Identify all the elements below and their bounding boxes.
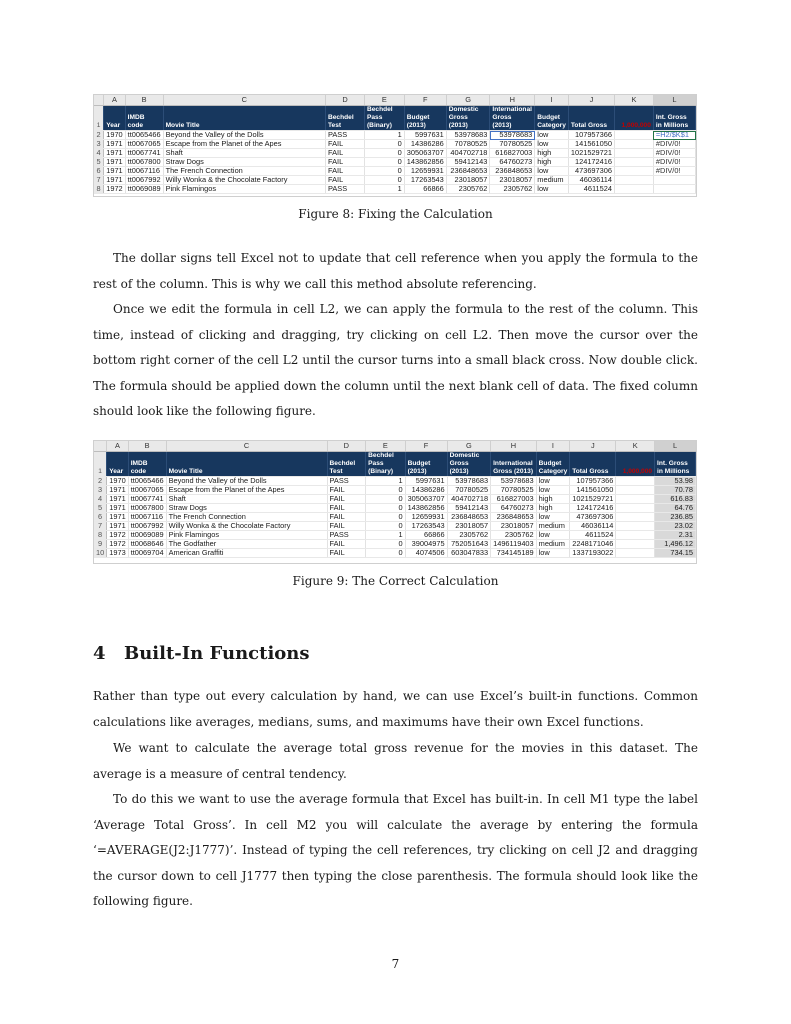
column-header-g[interactable]: G — [447, 441, 491, 452]
column-header-d[interactable]: D — [327, 441, 366, 452]
header-cell[interactable]: Movie Title — [166, 452, 327, 477]
table-cell[interactable]: Beyond the Valley of the Dolls — [166, 477, 327, 486]
table-cell[interactable]: tt0069089 — [128, 531, 166, 540]
table-cell[interactable]: tt0067800 — [128, 504, 166, 513]
column-header-l[interactable]: L — [653, 95, 695, 106]
paragraph-builtin-intro: Rather than type out every calculation by hand, we can use Excel’s built-in functions. Common calculations like averages, medians, sums, and maximums have their own Excel functions. — [93, 689, 698, 729]
row-number[interactable]: 2 — [94, 131, 104, 140]
table-cell[interactable]: 752051643 — [447, 540, 491, 549]
table-cell[interactable]: 404702718 — [446, 149, 490, 158]
table-cell[interactable]: PASS — [326, 131, 365, 140]
table-cell[interactable]: tt0069704 — [128, 549, 166, 558]
table-cell[interactable]: low — [536, 513, 570, 522]
header-cell[interactable]: Domestic Gross (2013) — [447, 452, 491, 477]
table-cell[interactable]: 473697306 — [568, 167, 614, 176]
header-cell[interactable]: Budget Category — [535, 106, 569, 131]
row-number[interactable]: 3 — [94, 140, 104, 149]
header-cell[interactable]: Domestic Gross (2013) — [446, 106, 490, 131]
column-header-a[interactable]: A — [104, 95, 125, 106]
table-cell[interactable]: low — [536, 549, 570, 558]
table-row — [94, 549, 696, 558]
table-row — [94, 131, 696, 140]
table-cell[interactable]: low — [535, 131, 569, 140]
table-cell[interactable]: #DIV/0! — [653, 149, 695, 158]
table-cell[interactable]: Straw Dogs — [166, 504, 327, 513]
table-cell[interactable] — [616, 477, 655, 486]
column-header-f[interactable]: F — [405, 441, 447, 452]
table-cell[interactable]: 12659931 — [404, 167, 446, 176]
table-cell[interactable]: FAIL — [327, 549, 366, 558]
table-cell[interactable]: FAIL — [326, 149, 365, 158]
header-cell[interactable]: IMDB code — [128, 452, 166, 477]
table-cell[interactable]: 59412143 — [447, 504, 491, 513]
table-cell[interactable]: 66866 — [404, 185, 446, 194]
table-cell[interactable]: 0 — [366, 540, 405, 549]
table-cell[interactable]: 236.85 — [655, 513, 696, 522]
table-cell[interactable]: 1973 — [107, 549, 128, 558]
table-cell[interactable]: 107957366 — [570, 477, 616, 486]
table-cell[interactable]: 2305762 — [491, 531, 537, 540]
paragraph-average-formula: To do this we want to use the average formula that Excel has built-in. In cell M1 type the label ‘Average Total Gross’. In cell M2 you will calculate the average by entering the formula ‘=AVERAGE(J2:J1777)’. Instead of typing the cell references, try clicking on cell J2 and dragging the cursor down to cell J1777 then typing the close parenthesis. The formula should look like the following figure. — [93, 792, 698, 908]
row-number[interactable]: 9 — [94, 540, 107, 549]
table-cell[interactable]: Willy Wonka & the Chocolate Factory — [163, 176, 325, 185]
select-all-corner[interactable] — [94, 441, 107, 452]
table-cell[interactable]: 64760273 — [491, 504, 537, 513]
table-cell[interactable]: 1 — [364, 185, 404, 194]
table-cell[interactable]: 1971 — [104, 158, 125, 167]
table-cell[interactable]: The French Connection — [163, 167, 325, 176]
table-cell[interactable]: 4611524 — [570, 531, 616, 540]
table-cell[interactable]: 236848653 — [491, 513, 537, 522]
table-cell[interactable]: 305063707 — [404, 149, 446, 158]
table-cell[interactable]: 53978683 — [491, 477, 537, 486]
table-row — [94, 486, 696, 495]
table-cell[interactable]: 141561050 — [568, 140, 614, 149]
header-cell[interactable]: International Gross (2013) — [490, 106, 535, 131]
column-header-l[interactable]: L — [655, 441, 696, 452]
header-cell[interactable]: IMDB code — [125, 106, 163, 131]
table-cell[interactable]: FAIL — [326, 140, 365, 149]
table-cell[interactable]: Beyond the Valley of the Dolls — [163, 131, 325, 140]
row-number[interactable]: 5 — [94, 504, 107, 513]
table-cell[interactable]: 2.31 — [655, 531, 696, 540]
header-cell[interactable]: Bechdel Test — [326, 106, 365, 131]
column-header-k[interactable]: K — [616, 441, 655, 452]
table-cell[interactable]: low — [536, 486, 570, 495]
table-cell[interactable]: #DIV/0! — [653, 167, 695, 176]
header-cell[interactable]: Budget Category — [536, 452, 570, 477]
table-cell[interactable]: low — [535, 140, 569, 149]
table-cell[interactable]: 2305762 — [490, 185, 535, 194]
table-cell[interactable]: high — [536, 504, 570, 513]
table-row — [94, 176, 696, 185]
column-header-a[interactable]: A — [107, 441, 128, 452]
table-cell[interactable]: 64.76 — [655, 504, 696, 513]
column-header-k[interactable]: K — [614, 95, 653, 106]
table-cell[interactable]: 17263543 — [405, 522, 447, 531]
table-cell[interactable]: Pink Flamingos — [166, 531, 327, 540]
table-cell[interactable]: 70780525 — [446, 140, 490, 149]
table-cell[interactable]: PASS — [326, 185, 365, 194]
row-number[interactable]: 8 — [94, 185, 104, 194]
table-cell[interactable]: 141561050 — [570, 486, 616, 495]
table-cell[interactable]: 616827003 — [491, 495, 537, 504]
table-cell[interactable]: high — [535, 158, 569, 167]
row-number[interactable]: 8 — [94, 531, 107, 540]
table-cell[interactable]: PASS — [327, 477, 366, 486]
table-cell[interactable]: tt0067800 — [125, 158, 163, 167]
column-header-j[interactable]: J — [570, 441, 616, 452]
table-cell[interactable]: 107957366 — [568, 131, 614, 140]
table-row — [94, 513, 696, 522]
select-all-corner[interactable] — [94, 95, 104, 106]
column-header-i[interactable]: I — [535, 95, 569, 106]
table-cell[interactable]: tt0069089 — [125, 185, 163, 194]
table-cell[interactable]: FAIL — [327, 540, 366, 549]
table-cell[interactable] — [653, 176, 695, 185]
table-cell[interactable]: 143862856 — [405, 504, 447, 513]
table-cell[interactable] — [653, 185, 695, 194]
figure-8-spreadsheet — [93, 94, 697, 197]
table-cell[interactable]: 53978683 — [447, 477, 491, 486]
table-cell[interactable]: 1496119403 — [491, 540, 537, 549]
table-row — [94, 495, 696, 504]
table-cell[interactable]: 236848653 — [446, 167, 490, 176]
row-number[interactable]: 7 — [94, 176, 104, 185]
table-cell[interactable]: 46036114 — [570, 522, 616, 531]
table-cell[interactable]: FAIL — [326, 158, 365, 167]
column-header-h[interactable]: H — [491, 441, 537, 452]
table-cell[interactable]: The French Connection — [166, 513, 327, 522]
table-cell[interactable]: 70780525 — [491, 486, 537, 495]
table-cell[interactable]: 23018057 — [447, 522, 491, 531]
table-cell[interactable]: Escape from the Planet of the Apes — [163, 140, 325, 149]
table-cell[interactable]: 1971 — [104, 167, 125, 176]
table-cell[interactable]: 59412143 — [446, 158, 490, 167]
table-cell[interactable]: 0 — [364, 167, 404, 176]
table-row — [94, 522, 696, 531]
table-cell[interactable] — [614, 185, 653, 194]
table-cell[interactable]: 124172416 — [570, 504, 616, 513]
table-cell[interactable]: Willy Wonka & the Chocolate Factory — [166, 522, 327, 531]
figure-8-caption: Figure 8: Fixing the Calculation — [298, 207, 493, 221]
table-cell[interactable]: tt0067741 — [128, 495, 166, 504]
table-cell[interactable]: 236848653 — [447, 513, 491, 522]
table-cell[interactable]: tt0067992 — [128, 522, 166, 531]
table-cell[interactable]: tt0067116 — [125, 167, 163, 176]
table-cell[interactable]: 0 — [364, 158, 404, 167]
table-cell[interactable]: 0 — [366, 495, 405, 504]
table-cell[interactable]: 1972 — [107, 531, 128, 540]
table-cell[interactable]: low — [535, 185, 569, 194]
table-cell[interactable] — [614, 167, 653, 176]
table-cell[interactable]: 12659931 — [405, 513, 447, 522]
table-cell[interactable]: =H2/$K$1 — [653, 131, 695, 140]
table-cell[interactable] — [616, 531, 655, 540]
row-number[interactable]: 6 — [94, 167, 104, 176]
row-number[interactable]: 1 — [94, 106, 104, 131]
table-cell[interactable]: 5997631 — [405, 477, 447, 486]
table-cell[interactable]: 0 — [366, 522, 405, 531]
table-cell[interactable]: Shaft — [166, 495, 327, 504]
row-number[interactable]: 1 — [94, 452, 107, 477]
table-cell[interactable]: Straw Dogs — [163, 158, 325, 167]
table-cell[interactable]: 0 — [364, 176, 404, 185]
table-cell[interactable]: 23018057 — [446, 176, 490, 185]
table-cell[interactable]: 4611524 — [568, 185, 614, 194]
table-cell[interactable]: 1,496.12 — [655, 540, 696, 549]
table-cell[interactable]: 1971 — [107, 513, 128, 522]
table-cell[interactable]: 2305762 — [446, 185, 490, 194]
column-header-j[interactable]: J — [568, 95, 614, 106]
table-cell[interactable]: tt0065466 — [128, 477, 166, 486]
header-cell[interactable]: Budget (2013) — [404, 106, 446, 131]
table-row — [94, 477, 696, 486]
table-cell[interactable]: 1971 — [107, 486, 128, 495]
table-cell[interactable] — [614, 140, 653, 149]
table-cell[interactable]: tt0067065 — [125, 140, 163, 149]
header-cell[interactable]: 1,000,000 — [616, 452, 655, 477]
column-header-c[interactable]: C — [166, 441, 327, 452]
table-cell[interactable]: 616.83 — [655, 495, 696, 504]
column-header-g[interactable]: G — [446, 95, 490, 106]
header-cell[interactable]: Int. Gross in Millions — [653, 106, 695, 131]
table-cell[interactable]: FAIL — [327, 486, 366, 495]
table-cell[interactable]: 23018057 — [491, 522, 537, 531]
column-header-b[interactable]: B — [128, 441, 166, 452]
table-cell[interactable]: 1972 — [107, 540, 128, 549]
table-cell[interactable] — [616, 495, 655, 504]
header-cell[interactable]: Year — [107, 452, 128, 477]
row-number[interactable]: 2 — [94, 477, 107, 486]
table-cell[interactable]: 14386286 — [405, 486, 447, 495]
table-cell[interactable]: 1971 — [107, 504, 128, 513]
table-cell[interactable]: 70780525 — [447, 486, 491, 495]
column-header-c[interactable]: C — [163, 95, 325, 106]
table-cell[interactable]: 14386286 — [404, 140, 446, 149]
table-cell[interactable]: 1971 — [104, 176, 125, 185]
table-cell[interactable]: 0 — [366, 504, 405, 513]
table-cell[interactable]: 1971 — [104, 149, 125, 158]
table-cell[interactable]: tt0067065 — [128, 486, 166, 495]
table-cell[interactable]: 4074506 — [405, 549, 447, 558]
column-header-e[interactable]: E — [366, 441, 405, 452]
table-row — [94, 504, 696, 513]
paragraph-apply-formula: Once we edit the formula in cell L2, we can apply the formula to the rest of the column. This time, instead of clicking and dragging, try clicking on cell L2. Then move the cursor over the bottom right corner of the cell L2 until the cursor turns into a small black cross. Now double click. The formula should be applied down the column until the next blank cell of data. The fixed column should look like the following figure. — [93, 302, 698, 418]
table-cell[interactable]: 0 — [364, 140, 404, 149]
table-cell[interactable] — [614, 131, 653, 140]
table-cell[interactable]: 1970 — [107, 477, 128, 486]
table-cell[interactable] — [616, 504, 655, 513]
table-cell[interactable]: Pink Flamingos — [163, 185, 325, 194]
figure-9-caption: Figure 9: The Correct Calculation — [292, 574, 499, 588]
table-cell[interactable]: 1971 — [107, 522, 128, 531]
table-cell[interactable]: medium — [536, 540, 570, 549]
row-number[interactable]: 4 — [94, 149, 104, 158]
header-cell[interactable]: Total Gross — [568, 106, 614, 131]
table-cell[interactable] — [614, 158, 653, 167]
table-cell[interactable]: FAIL — [327, 522, 366, 531]
table-cell[interactable]: 64760273 — [490, 158, 535, 167]
table-cell[interactable]: 616827003 — [490, 149, 535, 158]
row-number[interactable]: 10 — [94, 549, 107, 558]
paragraph-absolute-referencing: The dollar signs tell Excel not to update that cell reference when you apply the formula to the rest of the column. This is why we call this method absolute referencing. — [93, 251, 698, 291]
header-cell[interactable]: Bechdel Pass (Binary) — [366, 452, 405, 477]
table-cell[interactable]: #DIV/0! — [653, 140, 695, 149]
table-cell[interactable]: 53.98 — [655, 477, 696, 486]
table-cell[interactable]: 2248171046 — [570, 540, 616, 549]
figure-9-spreadsheet — [93, 440, 697, 564]
table-cell[interactable]: 53978683 — [446, 131, 490, 140]
table-row — [94, 185, 696, 194]
header-cell[interactable]: Budget (2013) — [405, 452, 447, 477]
column-header-h[interactable]: H — [490, 95, 535, 106]
section-title: Built-In Functions — [124, 643, 310, 664]
page-number: 7 — [391, 957, 400, 971]
table-cell[interactable]: tt0067741 — [125, 149, 163, 158]
header-cell[interactable]: Movie Title — [163, 106, 325, 131]
column-header-d[interactable]: D — [326, 95, 365, 106]
table-cell[interactable]: high — [536, 495, 570, 504]
table-cell[interactable]: 70780525 — [490, 140, 535, 149]
table-cell[interactable]: 23018057 — [490, 176, 535, 185]
table-cell[interactable]: 404702718 — [447, 495, 491, 504]
table-row — [94, 140, 696, 149]
table-row — [94, 149, 696, 158]
table-cell[interactable]: 0 — [366, 513, 405, 522]
table-cell[interactable]: FAIL — [326, 176, 365, 185]
table-cell[interactable]: 0 — [364, 149, 404, 158]
table-cell[interactable]: 1337193022 — [570, 549, 616, 558]
table-cell[interactable]: 46036114 — [568, 176, 614, 185]
table-cell[interactable]: 1970 — [104, 131, 125, 140]
column-header-e[interactable]: E — [364, 95, 404, 106]
table-cell[interactable]: The Godfather — [166, 540, 327, 549]
table-cell[interactable]: 23.02 — [655, 522, 696, 531]
table-cell[interactable] — [616, 540, 655, 549]
table-row — [94, 531, 696, 540]
table-cell[interactable]: tt0068646 — [128, 540, 166, 549]
table-cell[interactable]: #DIV/0! — [653, 158, 695, 167]
table-cell[interactable]: 39004975 — [405, 540, 447, 549]
table-cell[interactable]: medium — [535, 176, 569, 185]
table-cell[interactable]: 236848653 — [490, 167, 535, 176]
table-cell[interactable] — [614, 176, 653, 185]
header-cell[interactable]: Bechdel Pass (Binary) — [364, 106, 404, 131]
row-number[interactable]: 6 — [94, 513, 107, 522]
section-number: 4 — [93, 643, 106, 664]
column-header-f[interactable]: F — [404, 95, 446, 106]
table-cell[interactable]: low — [536, 531, 570, 540]
table-cell[interactable]: FAIL — [327, 504, 366, 513]
table-row — [94, 540, 696, 549]
table-cell[interactable]: FAIL — [327, 495, 366, 504]
table-cell[interactable]: FAIL — [326, 167, 365, 176]
section-heading — [93, 643, 310, 664]
table-cell[interactable]: 0 — [366, 486, 405, 495]
header-cell[interactable]: Int. Gross in Millions — [655, 452, 696, 477]
table-cell[interactable]: 603047833 — [447, 549, 491, 558]
table-cell[interactable]: 17263543 — [404, 176, 446, 185]
table-cell[interactable]: medium — [536, 522, 570, 531]
row-number[interactable]: 4 — [94, 495, 107, 504]
table-row — [94, 167, 696, 176]
table-cell[interactable]: 1 — [364, 131, 404, 140]
table-cell[interactable]: Shaft — [163, 149, 325, 158]
table-cell[interactable]: 1972 — [104, 185, 125, 194]
table-cell[interactable]: 5997631 — [404, 131, 446, 140]
table-cell[interactable]: 53978683 — [490, 131, 535, 140]
table-cell[interactable]: FAIL — [327, 513, 366, 522]
table-cell[interactable] — [616, 522, 655, 531]
table-cell[interactable]: 1971 — [104, 140, 125, 149]
row-number[interactable]: 3 — [94, 486, 107, 495]
header-cell[interactable]: International Gross (2013) — [491, 452, 537, 477]
column-header-b[interactable]: B — [125, 95, 163, 106]
row-number[interactable]: 5 — [94, 158, 104, 167]
column-header-i[interactable]: I — [536, 441, 570, 452]
table-cell[interactable]: 66866 — [405, 531, 447, 540]
header-cell[interactable]: Total Gross — [570, 452, 616, 477]
table-cell[interactable] — [616, 549, 655, 558]
table-cell[interactable]: 0 — [366, 549, 405, 558]
table-cell[interactable]: 1 — [366, 531, 405, 540]
header-cell[interactable]: Bechdel Test — [327, 452, 366, 477]
table-cell[interactable] — [616, 513, 655, 522]
table-cell[interactable]: tt0065466 — [125, 131, 163, 140]
table-cell[interactable]: 1971 — [107, 495, 128, 504]
table-cell[interactable]: PASS — [327, 531, 366, 540]
row-number[interactable]: 7 — [94, 522, 107, 531]
table-cell[interactable]: 1 — [366, 477, 405, 486]
header-cell[interactable]: 1,000,000 — [614, 106, 653, 131]
table-cell[interactable]: tt0067992 — [125, 176, 163, 185]
table-cell[interactable]: 70.78 — [655, 486, 696, 495]
table-cell[interactable]: high — [535, 149, 569, 158]
table-cell[interactable] — [614, 149, 653, 158]
table-cell[interactable]: 305063707 — [405, 495, 447, 504]
table-cell[interactable]: 734145189 — [491, 549, 537, 558]
table-cell[interactable]: 143862856 — [404, 158, 446, 167]
table-cell[interactable]: 734.15 — [655, 549, 696, 558]
table-cell[interactable]: tt0067116 — [128, 513, 166, 522]
table-cell[interactable]: 1021529721 — [570, 495, 616, 504]
table-cell[interactable]: low — [535, 167, 569, 176]
paragraph-average: We want to calculate the average total gross revenue for the movies in this dataset. The average is a measure of central tendency. — [93, 741, 698, 781]
table-cell[interactable]: American Graffiti — [166, 549, 327, 558]
table-row — [94, 158, 696, 167]
table-cell[interactable]: 2305762 — [447, 531, 491, 540]
table-cell[interactable]: 124172416 — [568, 158, 614, 167]
table-cell[interactable]: low — [536, 477, 570, 486]
table-cell[interactable]: 1021529721 — [568, 149, 614, 158]
header-cell[interactable]: Year — [104, 106, 125, 131]
table-cell[interactable]: Escape from the Planet of the Apes — [166, 486, 327, 495]
table-cell[interactable]: 473697306 — [570, 513, 616, 522]
table-cell[interactable] — [616, 486, 655, 495]
